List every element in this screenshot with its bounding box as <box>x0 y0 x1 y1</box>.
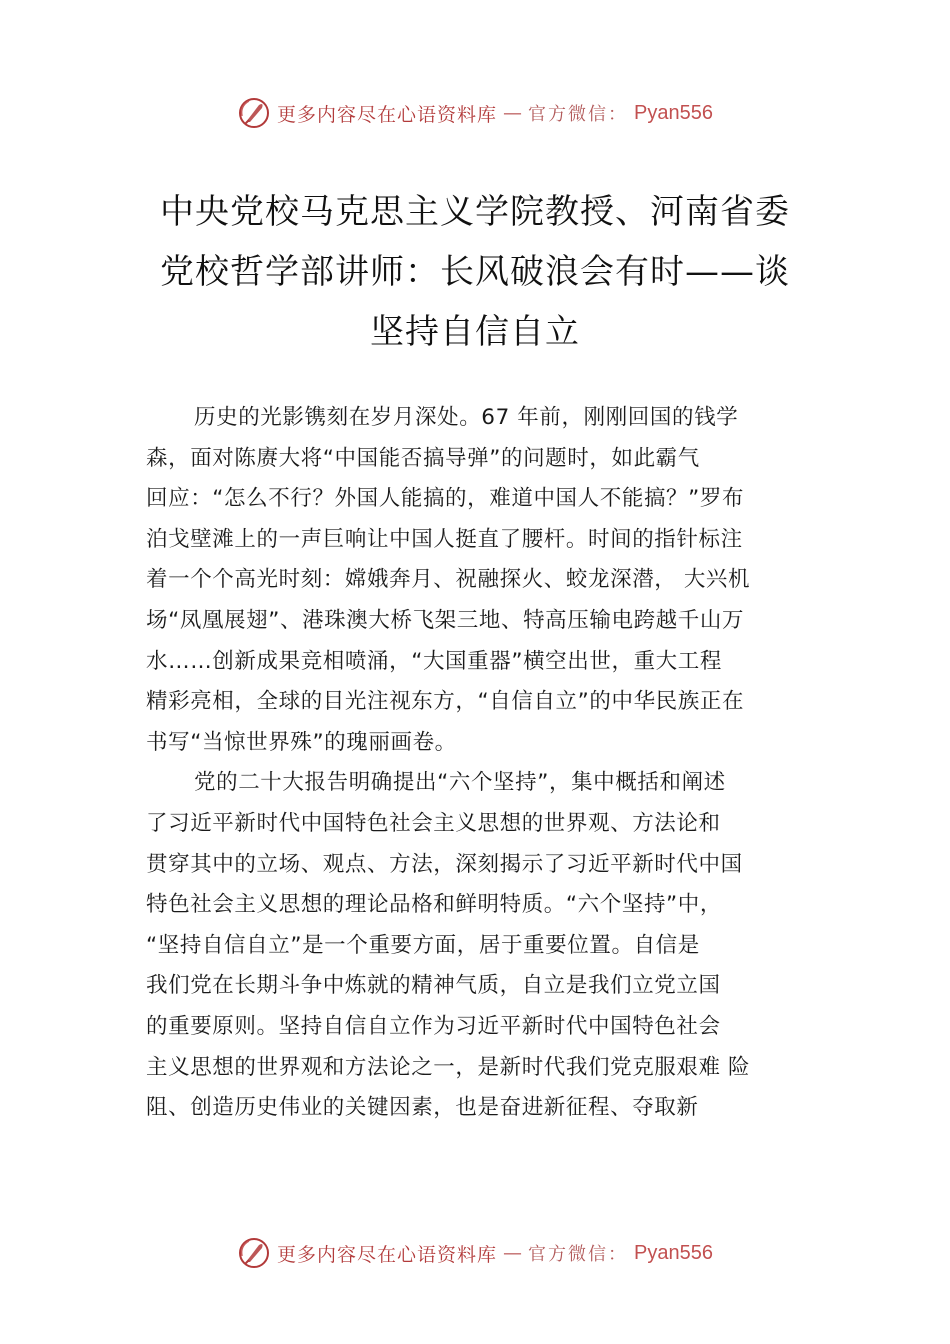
footer-wechat-id: Pyan556 <box>634 1241 713 1264</box>
header-promo-text: 更多内容尽在心语资料库 <box>277 103 498 126</box>
paragraph-line: 了习近平新时代中国特色社会主义思想的世界观、方法论和 <box>146 810 721 836</box>
paragraph-line: “坚持自信自立”是一个重要方面，居于重要位置。自信是 <box>146 932 700 958</box>
quill-pen-logo-icon <box>237 96 271 130</box>
header-separator: — <box>503 102 523 124</box>
document-title <box>150 182 800 362</box>
paragraph-line: 场“凤凰展翅”、港珠澳大桥飞架三地、特高压输电跨越千山万 <box>146 607 745 633</box>
header-wechat-label: 官方微信： <box>528 104 629 125</box>
footer-separator: — <box>503 1242 523 1264</box>
paragraph-line: 回应：“怎么不行？外国人能搞的，难道中国人不能搞？”罗布 <box>146 486 745 512</box>
paragraph-line: 书写“当惊世界殊”的瑰丽画卷。 <box>146 729 457 755</box>
paragraph-line: 森，面对陈赓大将“中国能否搞导弹”的问题时，如此霸气 <box>146 445 700 471</box>
paragraph-line: 主义思想的世界观和方法论之一，是新时代我们党克服艰难 险 <box>146 1054 751 1080</box>
paragraph-line: 历史的光影镌刻在岁月深处。67 年前，刚刚回国的钱学 <box>194 405 739 430</box>
paragraph-line: 特色社会主义思想的理论品格和鲜明特质。“六个坚持”中， <box>146 892 722 918</box>
paragraph-line: 水……创新成果竞相喷涌，“大国重器”横空出世，重大工程 <box>146 648 722 674</box>
paragraph-line: 精彩亮相，全球的目光注视东方，“自信自立”的中华民族正在 <box>146 689 745 715</box>
header-wechat-id: Pyan556 <box>634 101 713 124</box>
paragraph-line: 党的二十大报告明确提出“六个坚持”，集中概括和阐述 <box>194 770 726 796</box>
paragraph-2 <box>146 763 836 1128</box>
title-line: 党校哲学部讲师：长风破浪会有时——谈 <box>160 252 790 292</box>
document-body <box>146 398 836 1129</box>
paragraph-line: 的重要原则。坚持自信自立作为习近平新时代中国特色社会 <box>146 1013 721 1039</box>
footer-banner <box>0 1236 950 1270</box>
paragraph-line: 贯穿其中的立场、观点、方法，深刻揭示了习近平新时代中国 <box>146 851 743 877</box>
paragraph-line: 着一个个高光时刻：嫦娥奔月、祝融探火、蛟龙深潜， 大兴机 <box>146 567 751 593</box>
header-banner <box>0 96 950 130</box>
footer-promo-text: 更多内容尽在心语资料库 <box>277 1243 498 1266</box>
paragraph-1 <box>146 398 836 763</box>
paragraph-line: 我们党在长期斗争中炼就的精神气质，自立是我们立党立国 <box>146 973 721 999</box>
paragraph-line: 泊戈壁滩上的一声巨响让中国人挺直了腰杆。时间的指针标注 <box>146 526 743 552</box>
quill-pen-logo-icon <box>237 1236 271 1270</box>
title-line: 中央党校马克思主义学院教授、河南省委 <box>160 192 790 232</box>
title-line: 坚持自信自立 <box>370 312 580 352</box>
paragraph-line: 阻、创造历史伟业的关键因素，也是奋进新征程、夺取新 <box>146 1095 699 1121</box>
footer-wechat-label: 官方微信： <box>528 1244 629 1265</box>
